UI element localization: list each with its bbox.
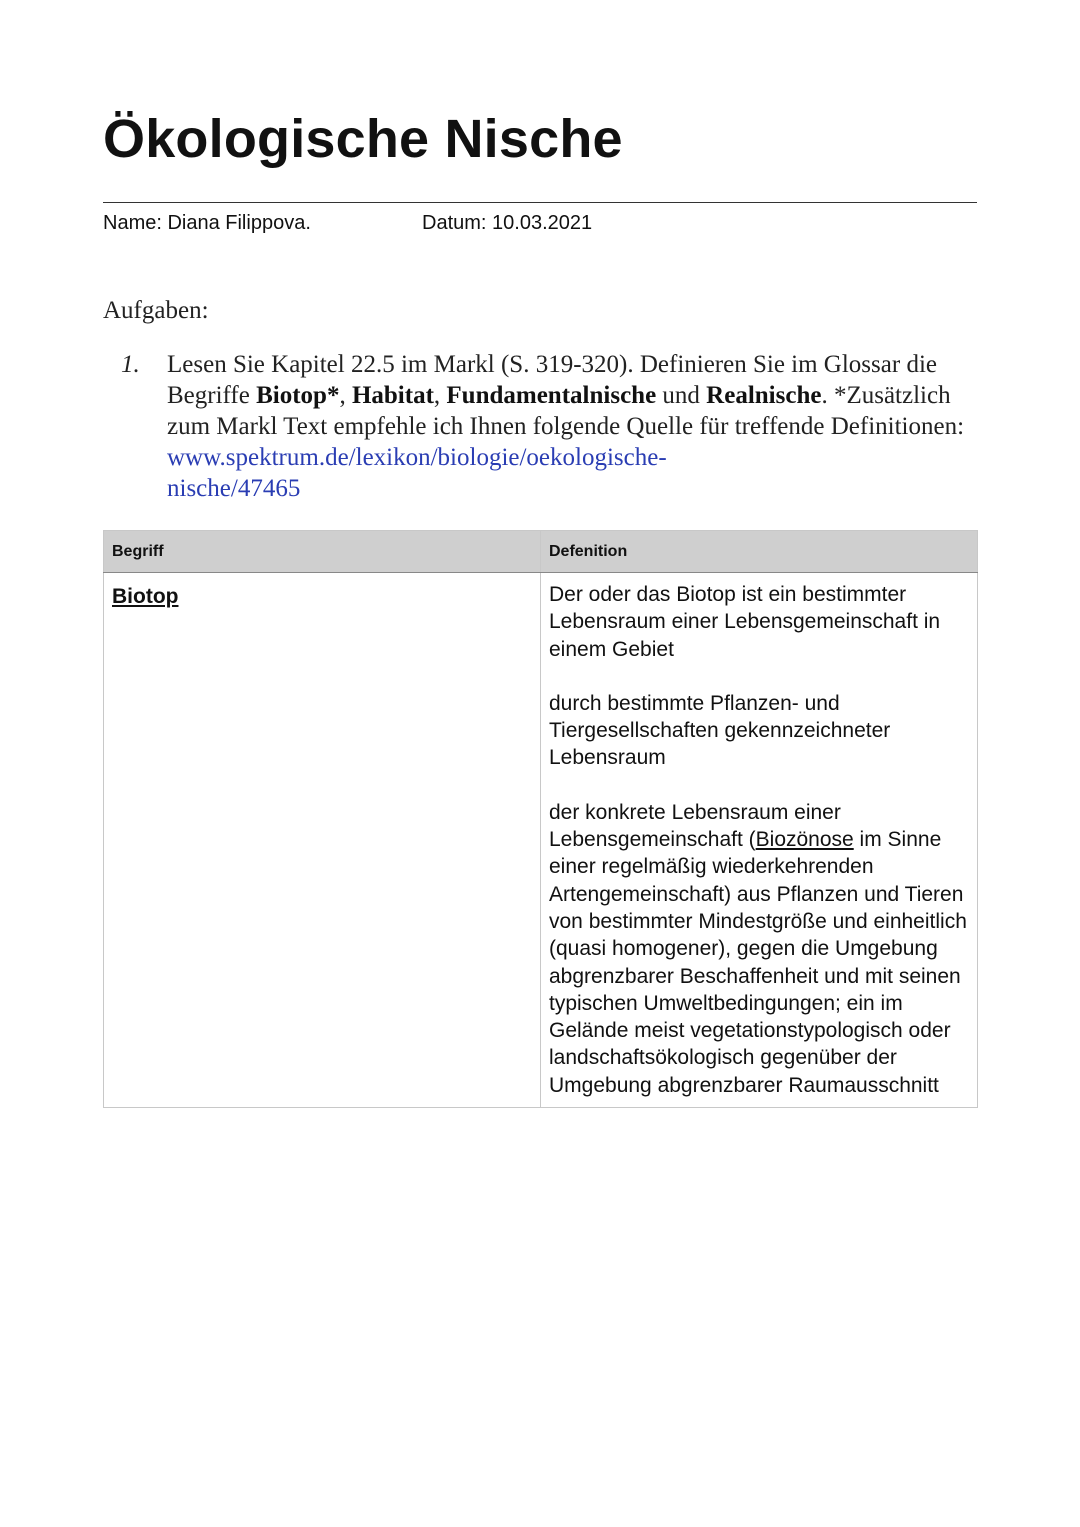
glossary-header-row — [104, 531, 978, 573]
source-link[interactable] — [167, 444, 667, 502]
definition-paragraph: Der oder das Biotop ist ein bestimmter Lebensraum einer Lebensgemeinschaft in einem Gebiet — [549, 583, 941, 661]
term-biotop: Biotop* — [256, 382, 340, 409]
definition-text: der konkrete Lebensraum einer Lebensgemeinschaft ( — [549, 800, 841, 852]
title-divider — [103, 202, 977, 203]
glossary-term: Biotop — [104, 573, 541, 1108]
task-text-part: Lesen Sie Kapitel 22.5 im Markl (S. 319-320). Definieren Sie im Glossar die Begriffe — [167, 351, 937, 409]
term-realnische: Realnische — [706, 382, 822, 409]
glossary-table — [103, 530, 978, 1108]
task-separator: und — [656, 382, 707, 409]
task-separator: , — [339, 382, 352, 409]
term-habitat: Habitat — [351, 382, 434, 409]
definition-paragraph: durch bestimmte Pflanzen- und Tiergesellschaften gekennzeichneter Lebensraum — [549, 691, 891, 770]
date-label: Datum: 10.03.2021 — [422, 212, 593, 234]
task-separator: , — [433, 382, 447, 409]
glossary-definition — [541, 573, 978, 1108]
task-text — [167, 349, 987, 504]
term-fundamentalnische: Fundamentalnische — [446, 382, 657, 409]
definition-paragraph — [549, 799, 969, 1099]
source-link-line-1: www.spektrum.de/lexikon/biologie/oekologische- — [167, 444, 667, 471]
header-begriff: Begriff — [104, 531, 541, 573]
biozonose-link[interactable]: Biozönose — [755, 828, 854, 852]
student-name: Name: Diana Filippova. — [103, 212, 311, 234]
source-link-line-2: nische/47465 — [167, 475, 301, 502]
page-title: Ökologische Nische — [103, 109, 623, 169]
task-text-part: . *Zusätzlich zum Markl Text empfehle ich Ihnen folgende Quelle für treffende Definitionen: — [167, 382, 965, 440]
header-defenition: Defenition — [541, 531, 978, 573]
definition-text: im Sinne einer regelmäßig wiederkehrenden Artengemeinschaft) aus Pflanzen und Tieren von bestimmter Mindestgröße und einheitlich (quasi homogener), gegen die Umgebung abgrenzbarer Beschaffenheit und mit seinen typischen Umweltbedingungen; ein im Gelände meist vegetationstypologisch oder landschaftsökologisch gegenüber der Umgebung abgrenzbarer Raumausschnitt — [549, 828, 967, 1097]
task-number: 1. — [121, 351, 140, 378]
tasks-heading: Aufgaben: — [103, 297, 209, 324]
table-row — [104, 573, 978, 1108]
